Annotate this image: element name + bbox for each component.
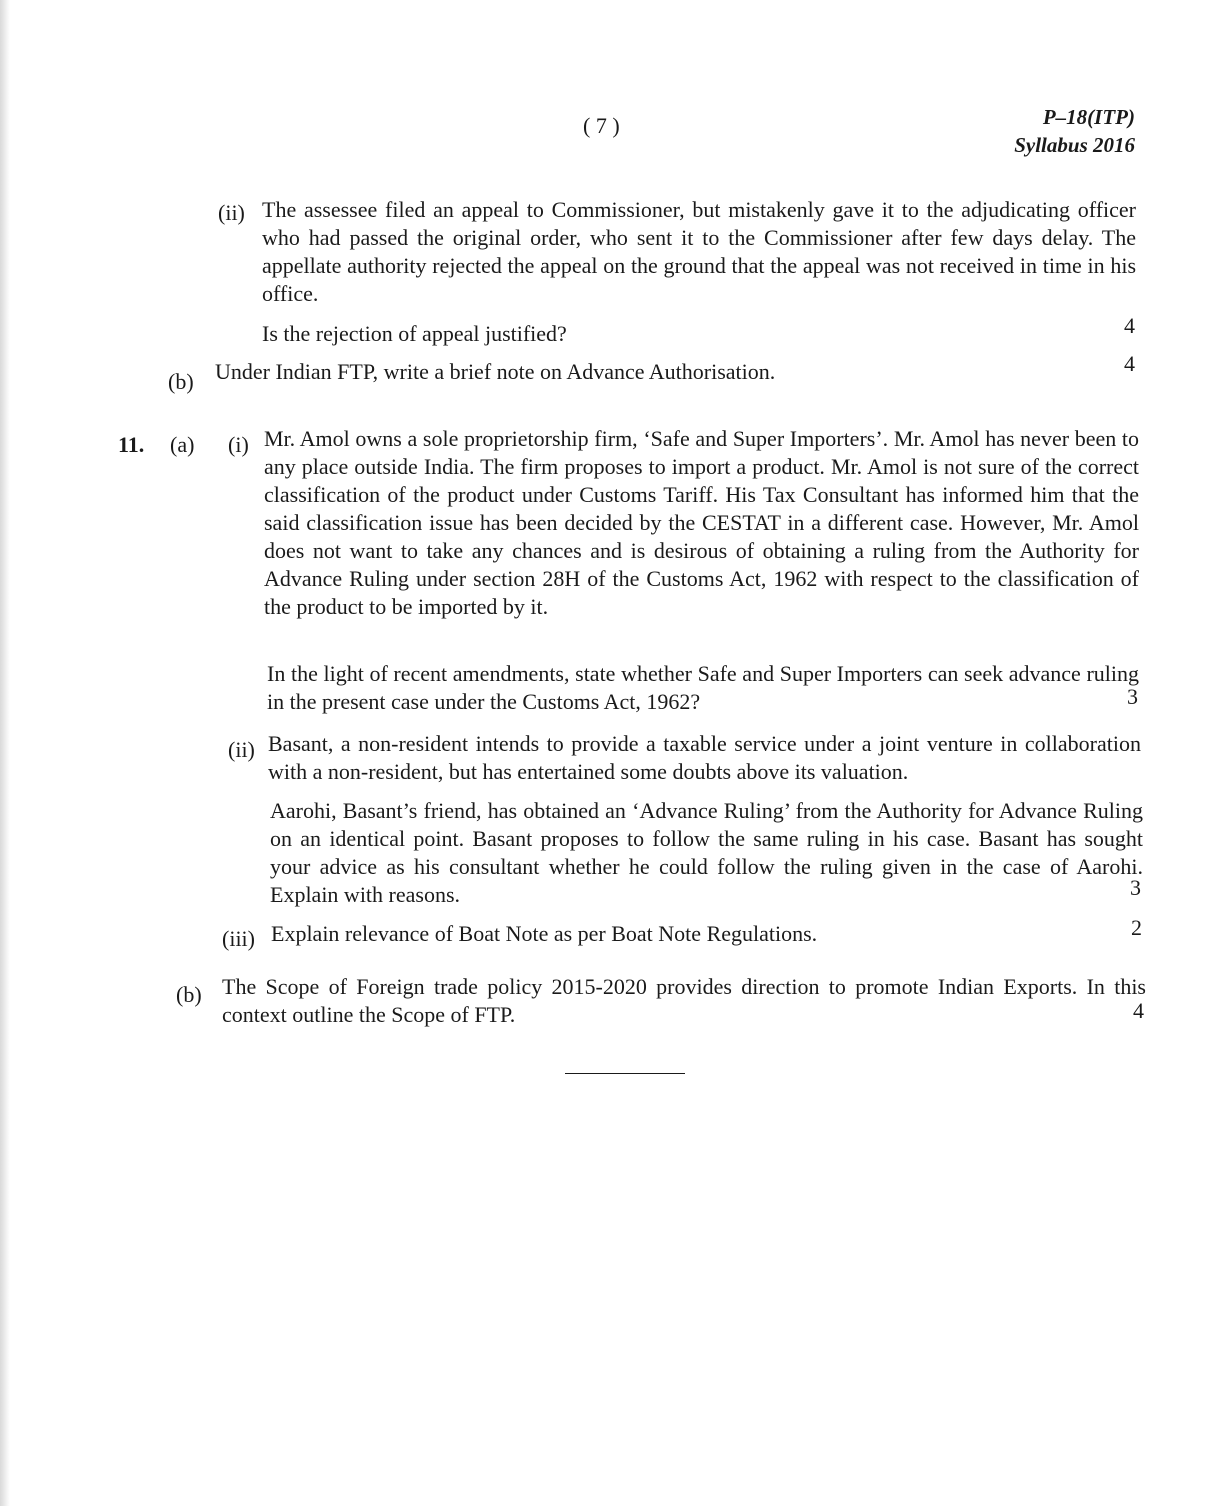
- q11-a-label: (a): [170, 432, 195, 457]
- scan-shadow: [0, 0, 10, 1506]
- q11-a-ii-question: Aarohi, Basant’s friend, has obtained an ‘Advance Ruling’ from the Authority for Advance Ruling on an identical point. Basant proposes to follow the same ruling in his case. Basant has sought your advice as his consultant whether he could follow the ruling given in the case of Aarohi. Explain with reasons.: [270, 798, 1143, 907]
- q10-a-ii-marks: 4: [1124, 313, 1135, 338]
- q11-a-ii-text: Basant, a non-resident intends to provide a taxable service under a joint venture in collaboration with a non-resident, but has entertained some doubts above its valuation.: [268, 731, 1141, 784]
- q10-a-ii-text: The assessee filed an appeal to Commissioner, but mistakenly gave it to the adjudicating officer who had passed the original order, who sent it to the Commissioner after few days delay. The appellate authority rejected the appeal on the ground that the appeal was not received in time in his office.: [262, 197, 1136, 306]
- end-rule: [565, 1073, 685, 1074]
- q10-b-label: (b): [168, 369, 194, 394]
- q11-a-ii-marks: 3: [1130, 875, 1141, 900]
- q11-a-i-text: Mr. Amol owns a sole proprietorship firm, ‘Safe and Super Importers’. Mr. Amol has never been to any place outside India. The firm proposes to import a product. Mr. Amol is not sure of the correct classification of the product under Customs Tariff. His Tax Consultant has informed him that the said classification issue has been decided by the CESTAT in a different case. However, Mr. Amol does not want to take any chances and is desirous of obtaining a ruling from the Authority for Advance Ruling under section 28H of the Customs Act, 1962 with respect to the classification of the product to be imported by it.: [264, 426, 1139, 619]
- q10-a-ii-question: Is the rejection of appeal justified?: [262, 321, 567, 346]
- q10-b-marks: 4: [1124, 351, 1135, 376]
- q11-a-iii-label: (iii): [222, 926, 255, 951]
- q10-a-ii-label: (ii): [218, 200, 245, 225]
- q11-number: 11.: [118, 432, 145, 457]
- q11-a-i-marks: 3: [1127, 684, 1138, 709]
- q11-a-i-label: (i): [228, 432, 249, 457]
- q11-a-i-question: In the light of recent amendments, state whether Safe and Super Importers can seek advance ruling in the present case under the Customs Act, 1962?: [267, 661, 1139, 714]
- q11-b-marks: 4: [1133, 998, 1144, 1023]
- paper-header: [1014, 103, 1135, 159]
- paper-code: P–18(ITP): [1042, 105, 1135, 129]
- page-number: ( 7 ): [583, 113, 620, 138]
- q11-a-ii-label: (ii): [228, 737, 255, 762]
- q11-a-iii-text: Explain relevance of Boat Note as per Boat Note Regulations.: [271, 921, 818, 946]
- q11-a-iii-marks: 2: [1131, 915, 1142, 940]
- q11-b-text: The Scope of Foreign trade policy 2015-2020 provides direction to promote Indian Exports. In this context outline the Scope of FTP.: [222, 974, 1146, 1027]
- q10-b-text: Under Indian FTP, write a brief note on Advance Authorisation.: [215, 359, 776, 384]
- syllabus-label: Syllabus 2016: [1014, 133, 1135, 157]
- q11-b-label: (b): [176, 982, 202, 1007]
